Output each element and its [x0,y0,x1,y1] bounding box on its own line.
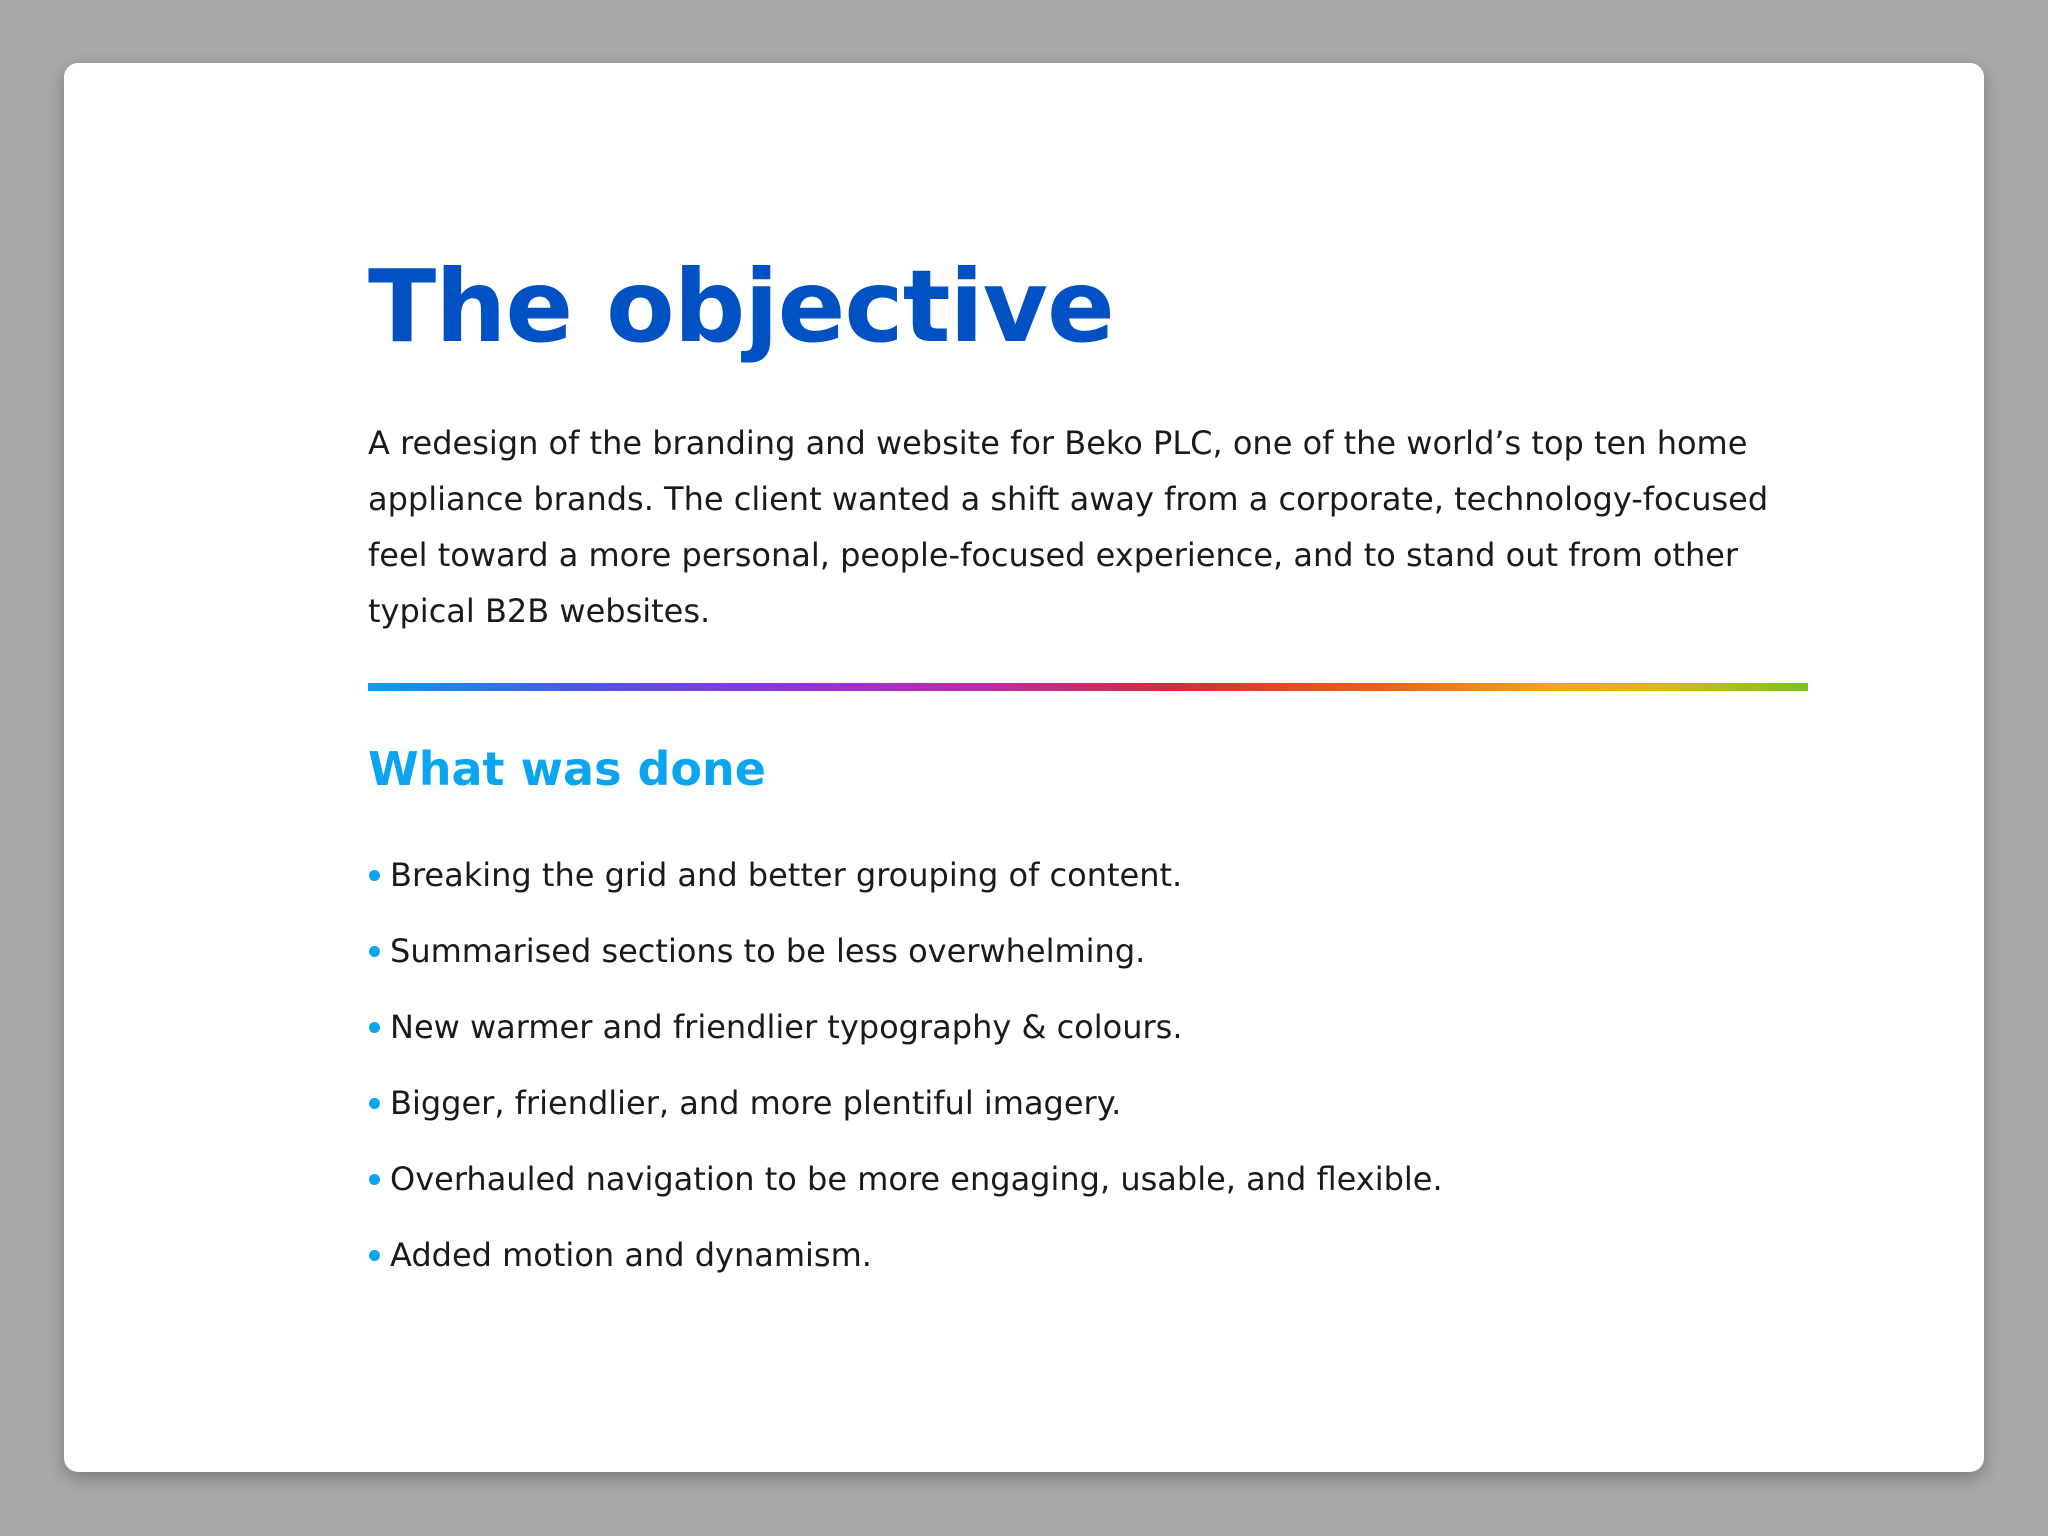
bullet-dot-icon [369,1250,380,1261]
list-item [368,999,1443,1075]
bullet-dot-icon [369,946,380,957]
list-item-text: Bigger, friendlier, and more plentiful imagery. [390,1084,1122,1122]
list-item [368,1075,1443,1151]
list-item [368,1151,1443,1227]
content-card [64,63,1984,1472]
list-item-text: New warmer and friendlier typography & colours. [390,1008,1183,1046]
list-item-text: Breaking the grid and better grouping of content. [390,856,1183,894]
bullet-dot-icon [369,1022,380,1033]
list-item [368,847,1443,923]
list-item-text: Summarised sections to be less overwhelming. [390,932,1146,970]
bullet-dot-icon [369,1098,380,1109]
list-item-text: Overhauled navigation to be more engaging, usable, and flexible. [390,1160,1443,1198]
intro-paragraph: A redesign of the branding and website for Beko PLC, one of the world’s top ten home appliance brands. The client wanted a shift away from a corporate, technology-focused feel toward a more personal, people-focused experience, and to stand out from other typical B2B websites. [368,424,1769,630]
list-item [368,1227,1443,1303]
bullet-dot-icon [369,870,380,881]
list-item-text: Added motion and dynamism. [390,1236,872,1274]
bullet-dot-icon [369,1174,380,1185]
page-title: The objective [368,248,1114,365]
rainbow-divider [368,683,1808,691]
list-item [368,923,1443,999]
bullet-list [368,847,1443,1303]
section-heading: What was done [368,742,766,796]
